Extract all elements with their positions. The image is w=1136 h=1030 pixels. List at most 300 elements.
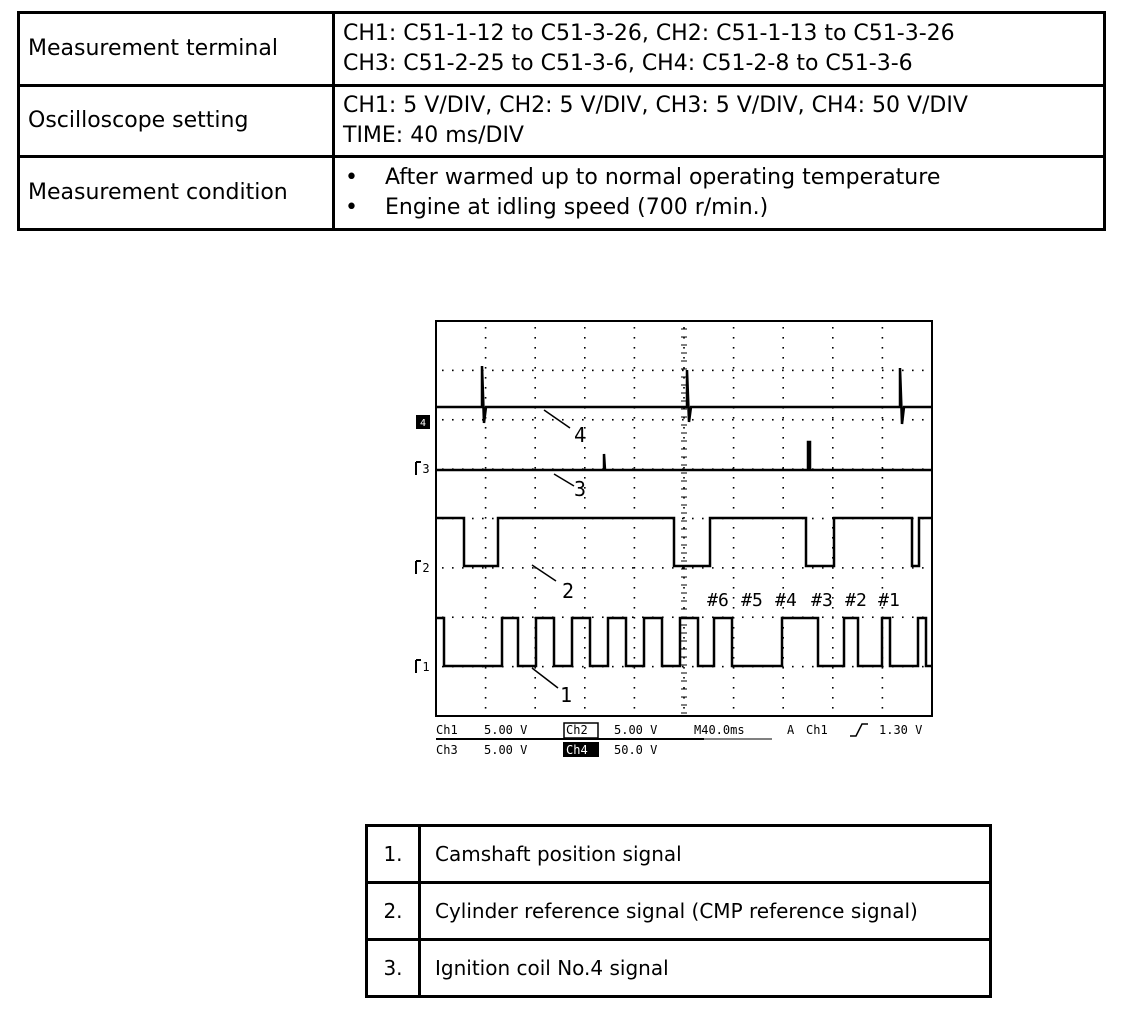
grid-dot [584, 657, 586, 659]
grid-dot [534, 337, 536, 339]
spec-row-measurement-condition [19, 157, 1105, 230]
grid-dot [485, 707, 487, 709]
grid-dot [682, 419, 684, 421]
grid-dot [733, 457, 735, 459]
grid-dot [683, 397, 685, 399]
scope-traces [436, 366, 932, 666]
grid-dot [733, 707, 735, 709]
grid-dot [634, 607, 636, 609]
grid-dot [472, 419, 474, 421]
grid-dot [832, 367, 834, 369]
grid-dot [822, 370, 824, 372]
grid-dot [534, 487, 536, 489]
grid-dot [584, 707, 586, 709]
grid-dot [733, 607, 735, 609]
grid-dot [532, 419, 534, 421]
grid-dot [534, 537, 536, 539]
grid-dot [882, 337, 884, 339]
grid-dot [634, 497, 636, 499]
grid-dot [752, 419, 754, 421]
grid-dot [872, 370, 874, 372]
grid-dot [534, 437, 536, 439]
grid-dot [452, 419, 454, 421]
grid-dot [485, 577, 487, 579]
grid-dot [584, 577, 586, 579]
grid-dot [892, 616, 894, 618]
grid-dot [584, 507, 586, 509]
grid-dot [782, 687, 784, 689]
grid-dot [733, 397, 735, 399]
grid-dot [683, 367, 685, 369]
grid-dot [522, 567, 524, 569]
grid-dot [782, 457, 784, 459]
legend-text: Cylinder reference signal (CMP reference signal) [420, 883, 991, 940]
grid-dot [862, 567, 864, 569]
grid-dot [882, 370, 884, 372]
grid-dot [742, 419, 744, 421]
grid-dot [762, 370, 764, 372]
grid-dot [882, 537, 884, 539]
grid-dot [642, 370, 644, 372]
grid-dot [452, 567, 454, 569]
grid-dot [485, 347, 487, 349]
cylinder-label: #2 [845, 590, 867, 611]
grid-dot [722, 419, 724, 421]
grid-dot [922, 370, 924, 372]
grid-dot [622, 666, 624, 668]
spec-value [334, 86, 1105, 157]
grid-dot [683, 687, 685, 689]
spec-label: Measurement condition [19, 157, 334, 230]
grid-dot [612, 419, 614, 421]
grid-dot [733, 557, 735, 559]
grid-dot [622, 370, 624, 372]
grid-dot [662, 567, 664, 569]
grid-dot [642, 567, 644, 569]
grid-dot [782, 527, 784, 529]
grid-dot [882, 527, 884, 529]
status-ch3-value: 5.00 V [484, 743, 528, 757]
grid-dot [782, 387, 784, 389]
grid-dot [683, 707, 685, 709]
grid-dot [882, 487, 884, 489]
grid-dot [882, 547, 884, 549]
callout-2 [532, 565, 574, 603]
grid-dot [832, 477, 834, 479]
grid-dot [632, 370, 634, 372]
grid-dot [832, 377, 834, 379]
trace-ch3 [436, 442, 932, 470]
grid-dot [552, 370, 554, 372]
grid-dot [762, 616, 764, 618]
grid-dot [832, 419, 834, 421]
grid-dot [912, 419, 914, 421]
grid-dot [534, 357, 536, 359]
grid-dot [592, 616, 594, 618]
grid-dot [602, 616, 604, 618]
grid-dot [683, 527, 685, 529]
grid-dot [733, 417, 735, 419]
grid-dot [832, 337, 834, 339]
grid-dot [672, 616, 674, 618]
grid-dot [482, 616, 484, 618]
spec-value [334, 13, 1105, 86]
grid-dot [782, 497, 784, 499]
grid-dot [485, 607, 487, 609]
grid-dot [683, 677, 685, 679]
grid-dot [882, 327, 884, 329]
grid-dot [584, 677, 586, 679]
grid-dot [733, 697, 735, 699]
cylinder-label: #4 [775, 590, 797, 611]
grid-dot [733, 387, 735, 389]
grid-dot [692, 518, 694, 520]
grid-dot [584, 377, 586, 379]
grid-dot [832, 647, 834, 649]
grid-dot [634, 587, 636, 589]
grid-dot [485, 697, 487, 699]
grid-dot [832, 687, 834, 689]
grid-dot [782, 367, 784, 369]
grid-dot [442, 419, 444, 421]
grid-dot [572, 567, 574, 569]
grid-dot [534, 397, 536, 399]
grid-dot [782, 397, 784, 399]
grid-dot [772, 616, 774, 618]
grid-dot [632, 616, 634, 618]
grid-dot [672, 370, 674, 372]
grid-dot [584, 447, 586, 449]
grid-dot [882, 557, 884, 559]
grid-dot [534, 327, 536, 329]
grid-dot [832, 357, 834, 359]
grid-dot [634, 637, 636, 639]
grid-dot [512, 567, 514, 569]
grid-dot [485, 557, 487, 559]
grid-dot [782, 447, 784, 449]
grid-dot [782, 537, 784, 539]
grid-dot [683, 557, 685, 559]
grid-dot [782, 567, 784, 569]
grid-dot [485, 387, 487, 389]
grid-dot [584, 457, 586, 459]
grid-dot [584, 347, 586, 349]
grid-dot [482, 567, 484, 569]
grid-dot [534, 427, 536, 429]
grid-dot [485, 517, 487, 519]
grid-dot [634, 567, 636, 569]
grid-dot [733, 577, 735, 579]
grid-dot [542, 370, 544, 372]
svg-text:1: 1 [559, 683, 573, 707]
grid-dot [612, 370, 614, 372]
channel-marker-2 [416, 561, 430, 575]
grid-dot [602, 567, 604, 569]
grid-dot [485, 497, 487, 499]
grid-dot [792, 370, 794, 372]
grid-dot [882, 367, 884, 369]
grid-dot [485, 467, 487, 469]
grid-dot [832, 657, 834, 659]
spec-table [17, 11, 1106, 231]
grid-dot [882, 437, 884, 439]
grid-dot [634, 707, 636, 709]
grid-dot [892, 370, 894, 372]
grid-dot [733, 497, 735, 499]
grid-dot [812, 419, 814, 421]
grid-dot [772, 419, 774, 421]
grid-dot [832, 616, 834, 618]
grid-dot [682, 370, 684, 372]
grid-dot [832, 447, 834, 449]
grid-dot [662, 419, 664, 421]
grid-dot [692, 370, 694, 372]
grid-dot [722, 370, 724, 372]
grid-dot [922, 666, 924, 668]
grid-dot [584, 557, 586, 559]
grid-dot [582, 419, 584, 421]
grid-dot [752, 616, 754, 618]
grid-dot [802, 419, 804, 421]
grid-dot [634, 647, 636, 649]
grid-dot [492, 419, 494, 421]
grid-dot [592, 370, 594, 372]
grid-dot [733, 447, 735, 449]
grid-dot [682, 666, 684, 668]
grid-dot [733, 537, 735, 539]
grid-dot [683, 587, 685, 589]
grid-dot [683, 487, 685, 489]
grid-dot [552, 419, 554, 421]
grid-dot [485, 327, 487, 329]
grid-dot [492, 616, 494, 618]
grid-dot [792, 419, 794, 421]
grid-dot [832, 347, 834, 349]
grid-dot [584, 387, 586, 389]
grid-dot [742, 370, 744, 372]
grid-dot [832, 417, 834, 419]
grid-dot [832, 387, 834, 389]
grid-dot [862, 370, 864, 372]
grid-dot [584, 627, 586, 629]
grid-dot [472, 518, 474, 520]
grid-dot [832, 507, 834, 509]
cylinder-label: #3 [811, 590, 833, 611]
grid-dot [812, 518, 814, 520]
grid-dot [582, 370, 584, 372]
grid-dot [492, 518, 494, 520]
grid-dot [485, 677, 487, 679]
spec-line: TIME: 40 ms/DIV [343, 123, 524, 148]
svg-text:3: 3 [422, 462, 430, 476]
grid-dot [822, 616, 824, 618]
grid-dot [733, 587, 735, 589]
grid-dot [812, 370, 814, 372]
grid-dot [532, 567, 534, 569]
grid-dot [592, 419, 594, 421]
grid-dot [584, 597, 586, 599]
grid-dot [782, 347, 784, 349]
grid-dot [822, 419, 824, 421]
grid-dot [634, 397, 636, 399]
grid-dot [652, 370, 654, 372]
condition-item: • Engine at idling speed (700 r/min.) [343, 193, 1095, 223]
grid-dot [802, 370, 804, 372]
grid-dot [522, 616, 524, 618]
grid-dot [485, 437, 487, 439]
grid-dot [782, 547, 784, 549]
grid-dot [902, 370, 904, 372]
grid-dot [782, 337, 784, 339]
grid-dot [634, 347, 636, 349]
grid-dot [733, 337, 735, 339]
grid-dot [634, 557, 636, 559]
grid-dot [584, 647, 586, 649]
grid-dot [782, 677, 784, 679]
svg-text:2: 2 [422, 561, 430, 575]
spec-row-oscilloscope-setting [19, 86, 1105, 157]
grid-dot [602, 419, 604, 421]
grid-dot [832, 487, 834, 489]
grid-dot [683, 357, 685, 359]
grid-dot [584, 527, 586, 529]
grid-dot [485, 617, 487, 619]
status-ch4-label: Ch4 [566, 743, 588, 757]
grid-dot [683, 507, 685, 509]
grid-dot [485, 337, 487, 339]
grid-dot [692, 567, 694, 569]
grid-dot [712, 419, 714, 421]
grid-dot [634, 437, 636, 439]
grid-dot [485, 647, 487, 649]
grid-dot [782, 370, 784, 372]
grid-dot [534, 677, 536, 679]
grid-dot [852, 370, 854, 372]
grid-dot [472, 567, 474, 569]
status-ch2-value: 5.00 V [614, 723, 658, 737]
grid-dot [782, 419, 784, 421]
legend-text: Camshaft position signal [420, 826, 991, 883]
grid-dot [534, 547, 536, 549]
grid-dot [492, 567, 494, 569]
grid-dot [502, 419, 504, 421]
grid-dot [584, 357, 586, 359]
grid-dot [683, 437, 685, 439]
grid-dot [634, 547, 636, 549]
grid-dot [733, 327, 735, 329]
grid-dot [634, 367, 636, 369]
grid-dot [634, 597, 636, 599]
grid-dot [832, 627, 834, 629]
grid-dot [634, 387, 636, 389]
grid-dot [832, 437, 834, 439]
channel-marker-1 [416, 660, 430, 674]
grid-dot [634, 357, 636, 359]
grid-dot [742, 567, 744, 569]
grid-dot [892, 419, 894, 421]
grid-dot [442, 370, 444, 372]
grid-dot [485, 527, 487, 529]
grid-dot [882, 587, 884, 589]
svg-text:3: 3 [573, 477, 587, 501]
grid-dot [852, 419, 854, 421]
grid-dot [732, 419, 734, 421]
grid-dot [733, 547, 735, 549]
grid-dot [572, 419, 574, 421]
callout-4 [544, 410, 586, 447]
grid-dot [822, 567, 824, 569]
grid-dot [534, 697, 536, 699]
grid-dot [762, 567, 764, 569]
grid-dot [802, 567, 804, 569]
grid-dot [832, 587, 834, 589]
grid-dot [534, 527, 536, 529]
grid-dot [634, 467, 636, 469]
grid-dot [852, 567, 854, 569]
grid-dot [733, 527, 735, 529]
grid-dot [692, 666, 694, 668]
grid-dot [452, 616, 454, 618]
grid-dot [832, 497, 834, 499]
grid-dot [534, 477, 536, 479]
grid-dot [534, 557, 536, 559]
grid-dot [584, 397, 586, 399]
spec-label: Measurement terminal [19, 13, 334, 86]
grid-dot [634, 447, 636, 449]
grid-dot [882, 347, 884, 349]
grid-dot [712, 567, 714, 569]
grid-dot [682, 518, 684, 520]
legend-row [367, 883, 991, 940]
grid-dot [634, 627, 636, 629]
grid-dot [733, 597, 735, 599]
grid-dot [872, 419, 874, 421]
grid-dot [812, 666, 814, 668]
grid-dot [534, 597, 536, 599]
grid-dot [902, 567, 904, 569]
grid-dot [534, 607, 536, 609]
grid-dot [582, 567, 584, 569]
grid-dot [782, 327, 784, 329]
grid-dot [632, 419, 634, 421]
grid-dot [822, 518, 824, 520]
grid-dot [584, 367, 586, 369]
grid-dot [442, 567, 444, 569]
grid-dot [634, 697, 636, 699]
grid-dot [782, 487, 784, 489]
grid-dot [634, 527, 636, 529]
legend-row [367, 940, 991, 997]
grid-dot [792, 666, 794, 668]
grid-dot [832, 567, 834, 569]
grid-dot [912, 370, 914, 372]
status-ch4-value: 50.0 V [614, 743, 658, 757]
grid-dot [485, 587, 487, 589]
grid-dot [842, 419, 844, 421]
legend-number: 1. [367, 826, 420, 883]
grid-dot [634, 377, 636, 379]
status-ch2-label: Ch2 [566, 723, 588, 737]
channel-marker-4 [416, 415, 430, 429]
grid-dot [882, 427, 884, 429]
grid-dot [502, 567, 504, 569]
grid-dot [634, 677, 636, 679]
grid-dot [882, 357, 884, 359]
trace-ch2-cylinder-reference [436, 518, 932, 566]
legend-number: 2. [367, 883, 420, 940]
grid-dot [534, 687, 536, 689]
scope-status [436, 723, 922, 757]
